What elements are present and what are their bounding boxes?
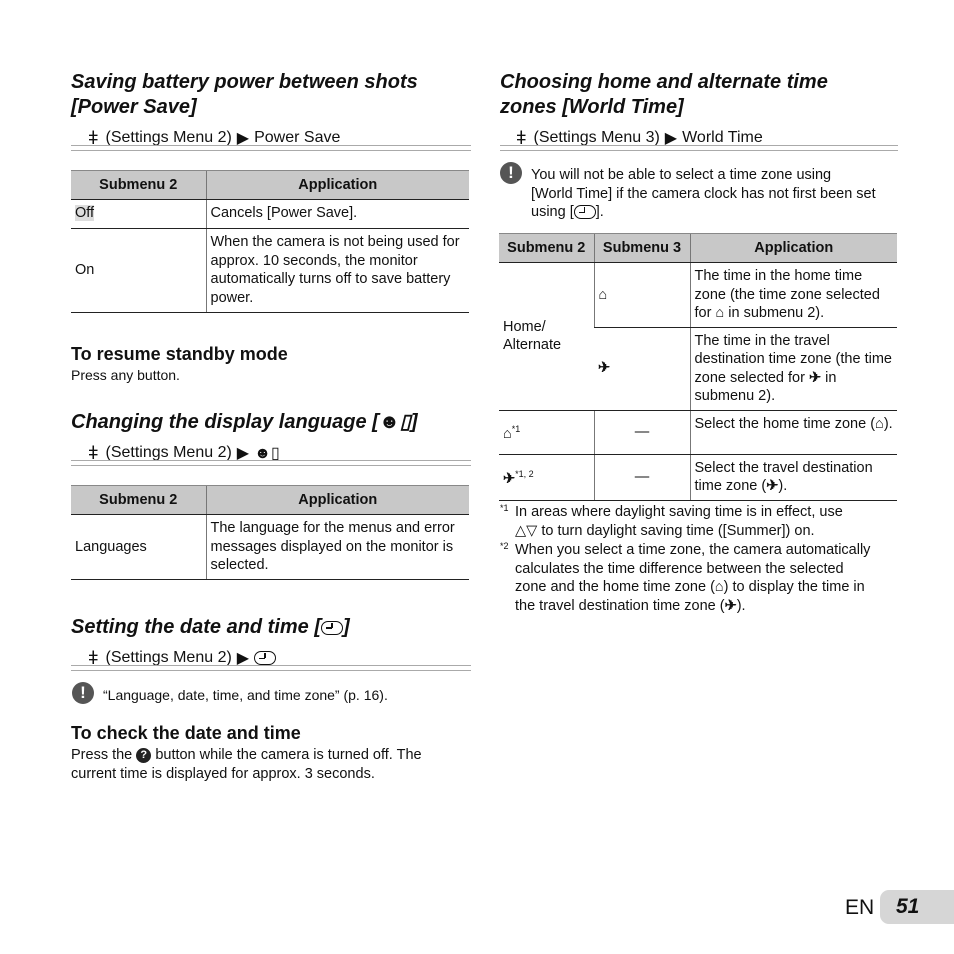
footnote-line: ) to display the time in xyxy=(723,579,865,595)
table-row xyxy=(499,454,897,500)
table-row xyxy=(71,515,469,580)
language-menu-path xyxy=(88,442,280,463)
app-text-part: Select the travel destination time zone ( xyxy=(694,459,873,494)
divider xyxy=(500,145,898,151)
date-time-heading xyxy=(71,615,350,640)
date-time-note: “Language, date, time, and time zone” (p. 16). xyxy=(103,687,388,703)
plane-icon: ✈ xyxy=(766,478,779,494)
resume-standby-text: Press any button. xyxy=(71,367,180,383)
table-row xyxy=(499,263,897,328)
resume-standby-title: To resume standby mode xyxy=(71,344,288,364)
home-alternate-cell: Home/ Alternate xyxy=(499,263,594,411)
check-text-part: button while the camera is turned off. The xyxy=(155,747,422,763)
warning-icon: ! xyxy=(72,682,94,704)
menu-path-item: Power Save xyxy=(254,129,341,146)
submenu-value: Off xyxy=(75,205,95,221)
table-cell xyxy=(499,410,594,454)
footnote-ref: *1 xyxy=(511,424,521,435)
check-text-part: current time is displayed for approx. 3 seconds. xyxy=(71,765,375,782)
home-icon: ⌂ xyxy=(715,305,725,321)
wrench-icon: ǂ xyxy=(516,127,527,148)
menu-path-prefix: (Settings Menu 2) xyxy=(105,129,232,146)
footnote-ref: *1, 2 xyxy=(515,469,534,480)
plane-icon: ✈ xyxy=(808,369,822,386)
menu-path-prefix: (Settings Menu 3) xyxy=(533,129,660,146)
menu-path-item: World Time xyxy=(682,129,763,146)
power-save-heading-line2: [Power Save] xyxy=(71,96,197,118)
footnote-line: When you select a time zone, the camera automatically xyxy=(515,542,871,558)
divider xyxy=(71,460,471,466)
check-date-time-title: To check the date and time xyxy=(71,723,301,743)
footnote-mark: *1 xyxy=(500,503,509,513)
clock-icon xyxy=(574,205,596,219)
world-time-heading-line1: Choosing home and alternate time xyxy=(500,71,828,93)
column-header: Submenu 3 xyxy=(594,234,690,263)
table-row xyxy=(71,200,469,229)
power-save-heading xyxy=(71,70,418,120)
column-header: Submenu 2 xyxy=(499,234,594,263)
table-row xyxy=(499,410,897,454)
footnote-line: In areas where daylight saving time is in effect, use xyxy=(515,504,843,520)
language-heading xyxy=(71,410,418,435)
language-heading-end: ] xyxy=(410,411,418,433)
language-heading-text: Changing the display language [ xyxy=(71,411,379,433)
power-save-menu-path xyxy=(88,127,341,148)
note-line: [World Time] if the camera clock has not first been set xyxy=(531,185,876,202)
application-text xyxy=(690,454,897,500)
up-down-arrow-icon: △▽ xyxy=(515,522,538,539)
table-cell xyxy=(71,200,206,229)
divider xyxy=(71,145,471,151)
wrench-icon: ǂ xyxy=(88,647,99,668)
play-triangle-icon: ▶ xyxy=(664,130,678,147)
column-header: Application xyxy=(206,486,469,515)
plane-icon: ✈ xyxy=(724,597,737,614)
footnote-line: zone and the home time zone ( xyxy=(515,579,715,595)
date-time-menu-path xyxy=(88,647,276,668)
language-icon: ☻▯ xyxy=(378,411,411,433)
app-text-part: ). xyxy=(778,478,788,494)
footnote-line: ). xyxy=(736,597,746,614)
table-header-row xyxy=(71,171,469,200)
table-cell xyxy=(594,263,690,328)
column-header: Application xyxy=(206,171,469,200)
footnote-2 xyxy=(515,541,870,615)
world-time-heading xyxy=(500,70,828,120)
application-text xyxy=(690,410,897,454)
note-line: using [ xyxy=(531,204,574,220)
world-time-menu-path xyxy=(516,127,763,148)
divider xyxy=(71,665,471,671)
footnote-mark: *2 xyxy=(500,541,509,551)
home-icon: ⌂ xyxy=(503,426,512,443)
app-text-part: Select the home time zone ( xyxy=(694,415,876,432)
column-header: Application xyxy=(690,234,897,263)
footnote-line: to turn daylight saving time ([Summer]) on. xyxy=(541,522,815,539)
date-time-heading-end: ] xyxy=(343,616,350,638)
clock-icon xyxy=(321,621,343,635)
home-icon: ⌂ xyxy=(875,415,884,432)
note-line: You will not be able to select a time zone using xyxy=(531,167,832,183)
home-icon: ⌂ xyxy=(598,286,608,303)
check-text-part: Press the xyxy=(71,747,133,763)
world-time-heading-line2: zones [World Time] xyxy=(500,96,684,118)
column-header: Submenu 2 xyxy=(71,486,206,515)
check-date-time-text xyxy=(71,746,422,783)
play-triangle-icon: ▶ xyxy=(236,445,250,462)
language-icon: ☻▯ xyxy=(254,445,280,462)
app-text-part: ). xyxy=(883,415,893,432)
table-cell: — xyxy=(594,454,690,500)
table-cell xyxy=(499,454,594,500)
application-text: Cancels [Power Save]. xyxy=(206,200,469,229)
app-text-part: The time in the home time zone (the time zone selected for xyxy=(694,268,880,321)
plane-icon: ✈ xyxy=(503,471,516,488)
table-row xyxy=(71,229,469,313)
submenu-value: Languages xyxy=(71,515,206,580)
plane-icon: ✈ xyxy=(598,360,611,377)
home-icon: ⌂ xyxy=(714,579,724,595)
app-text-part: in submenu 2). xyxy=(694,369,837,404)
app-text-part: The time in the travel destination time zone (the time zone selected for xyxy=(694,332,892,386)
application-text xyxy=(690,327,897,410)
application-text xyxy=(690,263,897,328)
note-line: ]. xyxy=(595,204,604,220)
table-cell xyxy=(594,327,690,410)
wrench-icon: ǂ xyxy=(88,442,99,463)
play-triangle-icon: ▶ xyxy=(236,130,250,147)
menu-path-prefix: (Settings Menu 2) xyxy=(105,444,232,461)
table-header-row xyxy=(71,486,469,515)
power-save-heading-line1: Saving battery power between shots xyxy=(71,71,418,93)
language-table xyxy=(71,485,469,580)
footnote-line: the travel destination time zone ( xyxy=(515,597,725,614)
language-code: EN xyxy=(845,896,875,919)
date-time-heading-text: Setting the date and time [ xyxy=(71,616,322,638)
wrench-icon: ǂ xyxy=(88,127,99,148)
page-number: 51 xyxy=(896,895,920,918)
question-button-icon: ? xyxy=(136,748,151,763)
table-cell: — xyxy=(594,410,690,454)
submenu-value: On xyxy=(71,229,206,313)
play-triangle-icon: ▶ xyxy=(236,650,250,667)
app-text-part: in submenu 2). xyxy=(728,305,825,321)
world-time-note xyxy=(531,166,876,222)
table-header-row xyxy=(499,234,897,263)
column-header: Submenu 2 xyxy=(71,171,206,200)
world-time-table xyxy=(499,233,897,501)
footnote-line: calculates the time difference between the selected xyxy=(515,560,844,577)
clock-icon xyxy=(254,651,276,665)
menu-path-prefix: (Settings Menu 2) xyxy=(105,649,232,666)
application-text: The language for the menus and error messages displayed on the monitor is selected. xyxy=(206,515,469,580)
footnote-1 xyxy=(515,503,843,540)
power-save-table xyxy=(71,170,469,313)
warning-icon: ! xyxy=(500,162,522,184)
application-text: When the camera is not being used for approx. 10 seconds, the monitor automatically turns off to save battery power. xyxy=(206,229,469,313)
